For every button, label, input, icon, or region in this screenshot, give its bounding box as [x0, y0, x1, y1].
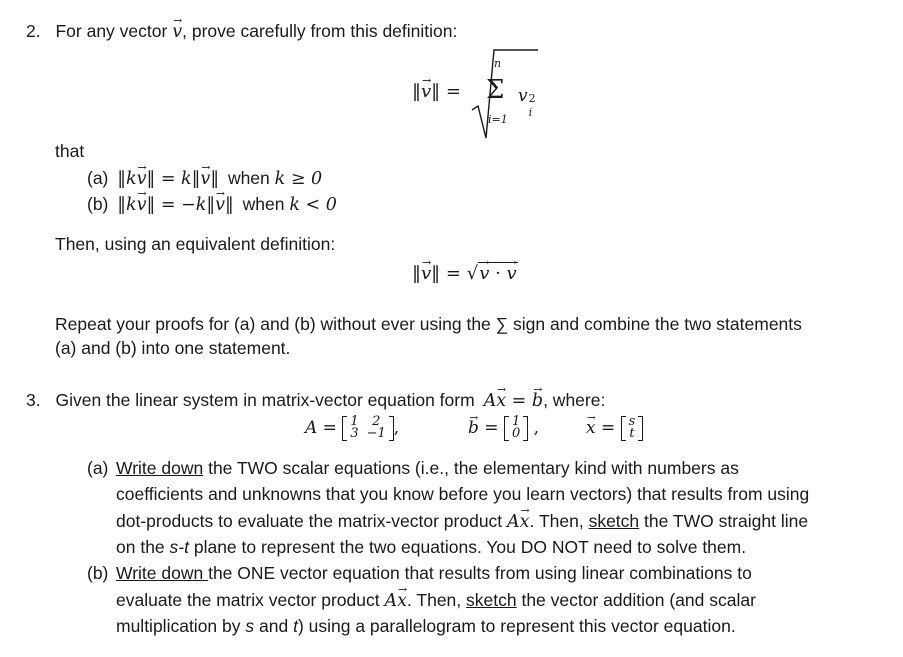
problem-3-heading: 3. Given the linear system in matrix-vector equation form A→ x = → b, where: [26, 390, 605, 411]
part-2a: (a) ‖k→ v‖ = k‖→ v‖ when k ≥ 0 [87, 168, 322, 189]
vector-b: → b = 1 0 , [468, 416, 539, 441]
part-2b: (b) ‖k→ v‖ = −k‖→ v‖ when k < 0 [87, 194, 337, 215]
problem-number: 2. [26, 21, 41, 41]
problem-intro: For any vector [55, 21, 168, 41]
repeat-instruction-line-2: (a) and (b) into one statement. [55, 338, 291, 358]
vector-v: → v [172, 22, 182, 42]
part-3a-line-1: Write down the TWO scalar equations (i.e., the elementary kind with numbers as [116, 458, 739, 478]
problem-intro-rest: , prove carefully from this definition: [182, 21, 458, 41]
norm-definition-dot: ‖→ v‖ = √→ v · → v [412, 264, 518, 285]
then-equivalent-definition: Then, using an equivalent definition: [55, 234, 336, 254]
sum-lower-limit: i=1 [488, 113, 508, 126]
repeat-instruction-line-1: Repeat your proofs for (a) and (b) without ever using the ∑ sign and combine the two statements [55, 314, 802, 334]
norm-lhs: ‖→ v‖ = [412, 82, 461, 103]
part-3b-line-2: evaluate the matrix vector product A→ x. Then, sketch the vector addition (and scalar [116, 590, 756, 611]
part-3b-line-1: Write down the ONE vector equation that results from using linear combinations to [116, 563, 752, 583]
part-3a-line-2: coefficients and unknowns that you know before you learn vectors) that results from using [116, 484, 810, 504]
matrix-A: A = 1 2 3 −1 , [305, 414, 400, 442]
that-label: that [55, 141, 85, 161]
problem-2-heading [26, 21, 457, 42]
sum-upper-limit: n [494, 57, 502, 70]
problem-number: 3. [26, 390, 41, 410]
sum-symbol: Σ [486, 75, 505, 105]
sum-term: v 2 i [518, 86, 536, 119]
part-3b-label: (b) [87, 563, 109, 583]
vector-x: → x = s t [586, 416, 643, 441]
part-3a-line-3: dot-products to evaluate the matrix-vector product A→ x. Then, sketch the TWO straight line [116, 511, 808, 532]
part-3a-label: (a) [87, 458, 109, 478]
part-3b-line-3: multiplication by s and t) using a parallelogram to represent this vector equation. [116, 616, 736, 636]
part-3a-line-4: on the s-t plane to represent the two equations. You DO NOT need to solve them. [116, 537, 747, 557]
